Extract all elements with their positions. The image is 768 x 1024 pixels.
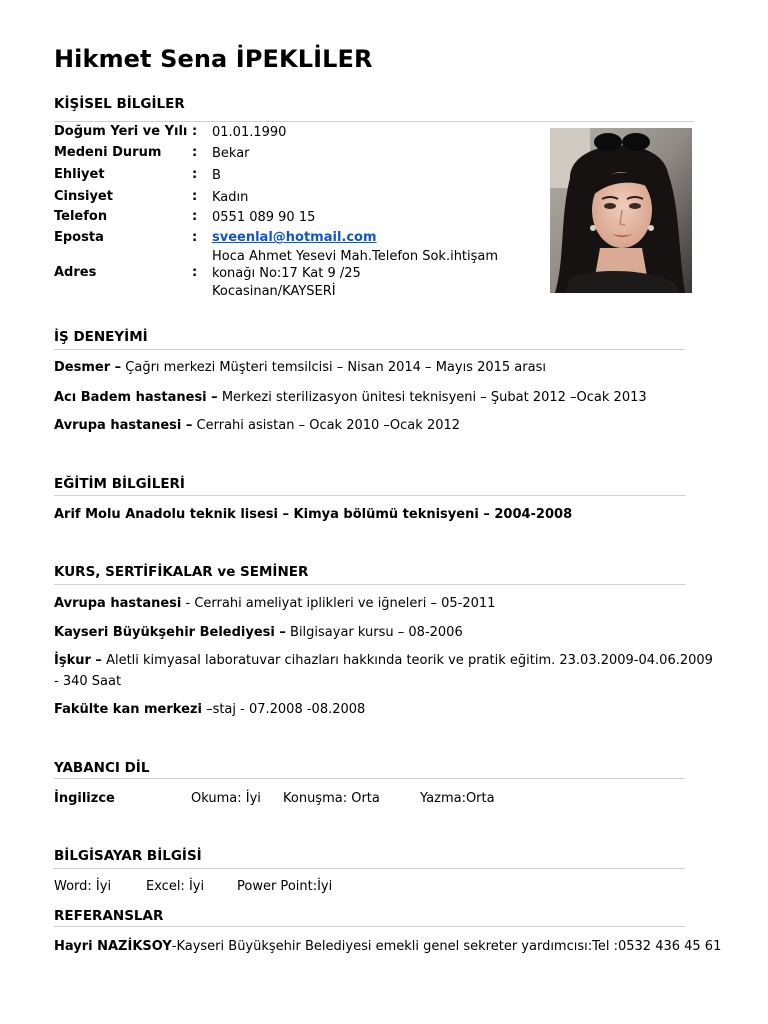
reference-desc: -Kayseri Büyükşehir Belediyesi emekli genel sekreter yardımcısı:Tel :0532 436 45 61 [171, 939, 722, 954]
colon: : [192, 265, 198, 280]
experience-org: Desmer – [54, 360, 122, 375]
reference-name: Hayri NAZİKSOY [54, 939, 172, 954]
course-desc: –staj - 07.2008 -08.2008 [206, 702, 366, 717]
speaking-level: Konuşma: Orta [283, 791, 380, 806]
colon: : [192, 124, 198, 139]
experience-desc: Merkezi sterilizasyon ünitesi teknisyeni – Şubat 2012 –Ocak 2013 [221, 390, 647, 405]
computer-heading: BİLGİSAYAR BİLGİSİ [54, 848, 202, 864]
education-heading: EĞİTİM BİLGİLERİ [54, 476, 185, 492]
section-divider [54, 584, 685, 585]
course-org: Fakülte kan merkezi [54, 702, 202, 717]
section-divider [54, 926, 685, 927]
course-item [54, 653, 713, 668]
colon: : [192, 230, 198, 245]
address-label: Adres [54, 265, 97, 280]
colon: : [192, 145, 198, 160]
course-org: Kayseri Büyükşehir Belediyesi – [54, 625, 286, 640]
experience-item [54, 360, 546, 375]
address-line-1: Hoca Ahmet Yesevi Mah.Telefon Sok.ihtişam [212, 249, 499, 264]
email-label: Eposta [54, 230, 104, 245]
section-divider [54, 495, 685, 496]
profile-photo [550, 128, 692, 293]
address-line-3: Kocasinan/KAYSERİ [212, 284, 336, 299]
course-desc: Bilgisayar kursu – 08-2006 [290, 625, 463, 640]
course-org: İşkur – [54, 653, 102, 668]
colon: : [192, 189, 198, 204]
languages-heading: YABANCI DİL [54, 760, 150, 776]
experience-item [54, 418, 460, 433]
courses-heading: KURS, SERTİFİKALAR ve SEMİNER [54, 564, 309, 580]
course-desc: - Cerrahi ameliyat iplikleri ve iğneleri – 05-2011 [185, 596, 496, 611]
course-desc: Aletli kimyasal laboratuvar cihazları hakkında teorik ve pratik eğitim. 23.03.2009-04.06.2009 [106, 653, 713, 668]
powerpoint-skill: Power Point:İyi [237, 879, 333, 894]
experience-heading: İŞ DENEYİMİ [54, 329, 148, 345]
section-divider [54, 349, 685, 350]
phone-value: 0551 089 90 15 [212, 210, 316, 225]
colon: : [192, 167, 198, 182]
section-divider [54, 778, 685, 779]
birth-label: Doğum Yeri ve Yılı [54, 124, 188, 139]
education-entry: Arif Molu Anadolu teknik lisesi – Kimya bölümü teknisyeni – 2004-2008 [54, 507, 573, 522]
experience-item [54, 390, 647, 405]
phone-label: Telefon [54, 209, 108, 224]
address-line-2: konağı No:17 Kat 9 /25 [212, 266, 361, 281]
course-item [54, 702, 365, 717]
writing-level: Yazma:Orta [420, 791, 495, 806]
course-desc-continued: - 340 Saat [54, 674, 122, 689]
email-link[interactable]: sveenlal@hotmail.com [212, 230, 377, 245]
gender-label: Cinsiyet [54, 189, 113, 204]
section-divider [54, 121, 694, 122]
references-heading: REFERANSLAR [54, 908, 164, 924]
experience-org: Avrupa hastanesi – [54, 418, 193, 433]
experience-desc: Çağrı merkezi Müşteri temsilcisi – Nisan 2014 – Mayıs 2015 arası [125, 360, 546, 375]
license-label: Ehliyet [54, 167, 105, 182]
experience-org: Acı Badem hastanesi – [54, 390, 218, 405]
marital-label: Medeni Durum [54, 145, 162, 160]
marital-value: Bekar [212, 146, 250, 161]
reading-level: Okuma: İyi [191, 791, 261, 806]
experience-desc: Cerrahi asistan – Ocak 2010 –Ocak 2012 [196, 418, 461, 433]
course-item [54, 596, 495, 611]
colon: : [192, 209, 198, 224]
personal-info-heading: KİŞİSEL BİLGİLER [54, 96, 185, 112]
section-divider [54, 868, 685, 869]
license-value: B [212, 168, 221, 183]
course-item [54, 625, 463, 640]
course-org: Avrupa hastanesi [54, 596, 182, 611]
excel-skill: Excel: İyi [146, 879, 205, 894]
reference-entry [54, 939, 721, 954]
word-skill: Word: İyi [54, 879, 112, 894]
gender-value: Kadın [212, 190, 249, 205]
language-name: İngilizce [54, 791, 115, 806]
candidate-name: Hikmet Sena İPEKLİLER [54, 45, 373, 73]
birth-value: 01.01.1990 [212, 125, 287, 140]
